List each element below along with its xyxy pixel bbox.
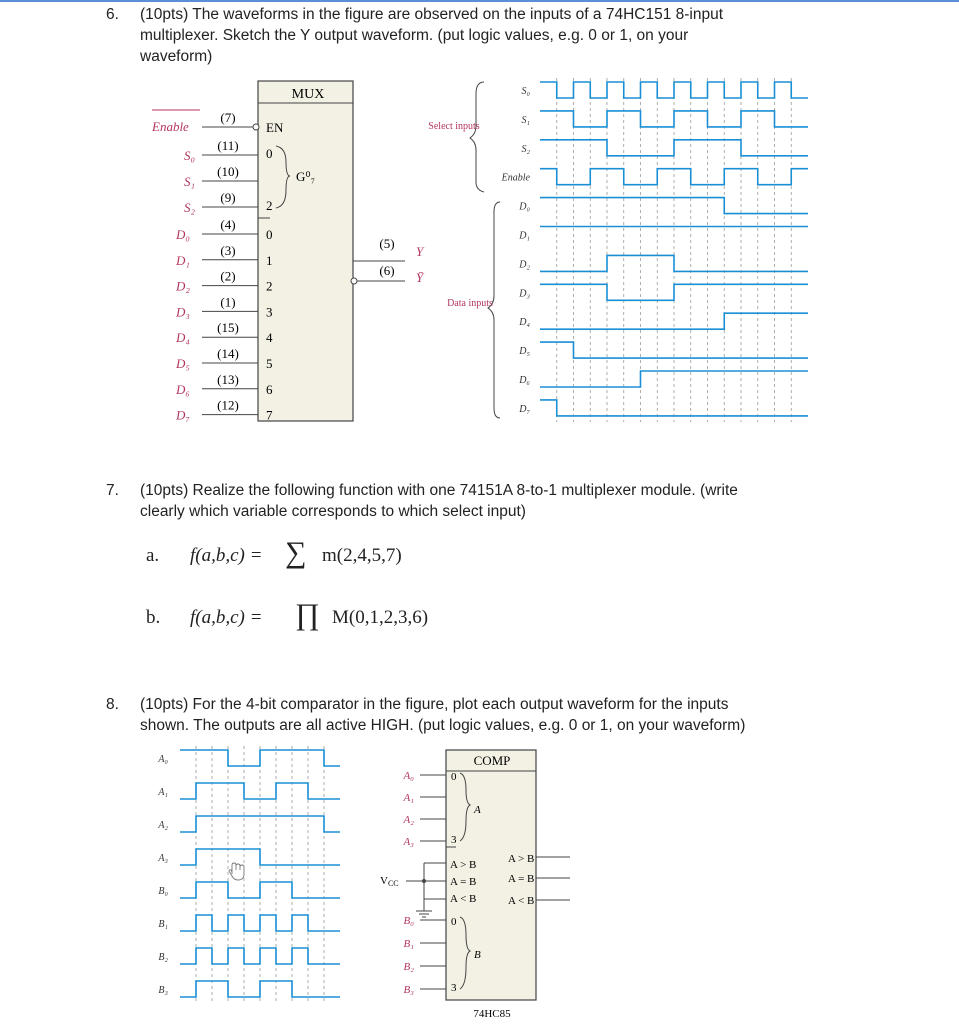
data-pin: (4) bbox=[220, 217, 236, 232]
waveform-label: D₅ bbox=[519, 346, 530, 358]
select-pin: (9) bbox=[220, 190, 236, 205]
top-rule bbox=[0, 0, 959, 2]
data-label: D₇ bbox=[176, 407, 190, 423]
enable-bubble bbox=[253, 124, 259, 130]
waveform-5 bbox=[180, 915, 340, 931]
data-num: 0 bbox=[266, 227, 273, 242]
select-label: S₁ bbox=[184, 174, 196, 189]
hand-cursor-icon bbox=[229, 863, 244, 880]
select-num-0: 0 bbox=[266, 146, 273, 161]
waveform-6 bbox=[540, 255, 808, 271]
data-pin: (3) bbox=[220, 242, 236, 258]
data-pin: (12) bbox=[217, 397, 239, 413]
out-lt: A < B bbox=[508, 895, 535, 907]
y-pin: (5) bbox=[379, 236, 395, 251]
waveform-label: S₂ bbox=[521, 143, 530, 155]
waveform-label: D₀ bbox=[519, 201, 530, 213]
select-pin: (11) bbox=[217, 138, 239, 153]
question-text-line: (10pts) The waveforms in the figure are observed on the inputs of a 74HC151 8-input bbox=[140, 6, 724, 23]
question-text-line: (10pts) Realize the following function with one 74151A 8-to-1 multiplexer module. (write bbox=[140, 482, 738, 499]
data-num: 7 bbox=[266, 407, 273, 423]
comp-title: COMP bbox=[473, 753, 511, 768]
b-input-label: B₂ bbox=[403, 961, 414, 973]
part-b-label: b. bbox=[146, 607, 161, 628]
part-a-label: a. bbox=[146, 545, 160, 566]
mux-timing-diagram bbox=[420, 74, 815, 426]
question-number: 7. bbox=[106, 482, 119, 499]
data-label: D₂ bbox=[176, 278, 190, 294]
a-num-0: 0 bbox=[451, 771, 457, 783]
data-num: 6 bbox=[266, 381, 273, 397]
a-input-label: A₀ bbox=[403, 770, 414, 782]
question-text-line: multiplexer. Sketch the Y output waveform. (put logic values, e.g. 0 or 1, on your bbox=[140, 27, 689, 44]
vcc-label: VCC bbox=[380, 875, 399, 888]
y-label: Y bbox=[416, 244, 424, 259]
part-b-rhs: M(0,1,2,3,6) bbox=[332, 607, 429, 628]
a-input-label: A₁ bbox=[403, 792, 414, 804]
waveform-label: S₀ bbox=[521, 86, 530, 97]
data-num: 3 bbox=[266, 304, 273, 320]
waveform-4 bbox=[180, 882, 340, 898]
ybar-bubble bbox=[351, 278, 357, 284]
enable-pin: (7) bbox=[220, 110, 236, 125]
question-number: 6. bbox=[106, 6, 119, 23]
waveform-0 bbox=[180, 750, 340, 766]
waveform-label: D₂ bbox=[519, 259, 530, 271]
data-label: D₀ bbox=[176, 227, 190, 242]
waveform-7 bbox=[540, 284, 808, 300]
waveform-3 bbox=[180, 849, 340, 865]
waveform-label: A₂ bbox=[158, 820, 168, 831]
data-label: D₃ bbox=[176, 304, 190, 320]
b-input-label: B₀ bbox=[403, 915, 414, 927]
part-b-lhs: f(a,b,c) = bbox=[190, 607, 263, 628]
cascade-lt: A < B bbox=[450, 893, 477, 905]
waveform-label: D₃ bbox=[519, 288, 530, 300]
waveform-2 bbox=[540, 140, 808, 156]
a-num-3: 3 bbox=[451, 834, 457, 846]
data-num: 4 bbox=[266, 330, 273, 346]
data-pin: (13) bbox=[217, 371, 239, 387]
waveform-7 bbox=[180, 981, 340, 997]
data-group-brace bbox=[488, 202, 500, 418]
a-input-label: A₂ bbox=[403, 814, 414, 826]
waveform-label: A₃ bbox=[158, 853, 168, 864]
data-num: 1 bbox=[266, 252, 273, 268]
select-group-brace bbox=[470, 82, 484, 192]
b-num-3: 3 bbox=[451, 982, 457, 994]
junction-dot bbox=[422, 879, 426, 883]
data-label: D₆ bbox=[176, 381, 190, 397]
select-label: S₀ bbox=[184, 148, 196, 163]
en-label: EN bbox=[266, 120, 284, 135]
data-pin: (14) bbox=[217, 346, 239, 361]
part-number: 74HC85 bbox=[473, 1008, 511, 1020]
comparator-timing-diagram bbox=[140, 742, 380, 1007]
waveform-label: A₁ bbox=[158, 787, 168, 798]
select-label: S₂ bbox=[184, 200, 196, 215]
b-group-label: B bbox=[474, 949, 481, 961]
data-label: D₄ bbox=[176, 330, 190, 346]
question-text-line: waveform) bbox=[140, 48, 213, 65]
waveform-6 bbox=[180, 948, 340, 964]
out-eq: A = B bbox=[508, 873, 535, 885]
data-group-label: Data inputs bbox=[447, 298, 493, 309]
b-num-0: 0 bbox=[451, 916, 457, 928]
data-num: 5 bbox=[266, 356, 273, 371]
waveform-label: Enable bbox=[501, 172, 530, 184]
select-num-2: 2 bbox=[266, 198, 273, 213]
g-label: G⁰₇ bbox=[296, 169, 316, 184]
waveform-label: B₁ bbox=[158, 919, 168, 930]
cascade-gt: A > B bbox=[450, 859, 477, 871]
product-symbol: ∏ bbox=[295, 598, 320, 631]
data-label: D₅ bbox=[176, 356, 190, 371]
question-text-line: (10pts) For the 4-bit comparator in the figure, plot each output waveform for the inputs bbox=[140, 696, 729, 713]
waveform-label: D₆ bbox=[519, 375, 530, 386]
data-pin: (15) bbox=[217, 320, 239, 336]
waveform-label: B₀ bbox=[158, 886, 168, 897]
cascade-eq: A = B bbox=[450, 876, 477, 888]
a-input-label: A₃ bbox=[403, 836, 414, 848]
question-text-line: clearly which variable corresponds to which select input) bbox=[140, 503, 526, 520]
data-pin: (1) bbox=[220, 294, 236, 310]
part-a-rhs: m(2,4,5,7) bbox=[322, 545, 402, 566]
a-group-label: A bbox=[474, 804, 481, 816]
b-input-label: B₃ bbox=[403, 984, 414, 996]
sum-symbol: ∑ bbox=[285, 536, 307, 569]
question-number: 8. bbox=[106, 696, 119, 713]
waveform-label: B₃ bbox=[158, 985, 168, 996]
waveform-label: D₄ bbox=[519, 317, 530, 329]
ybar-label: Ȳ bbox=[416, 270, 424, 285]
waveform-label: D₇ bbox=[519, 403, 530, 415]
b-input-label: B₁ bbox=[403, 938, 414, 950]
waveform-label: B₂ bbox=[158, 952, 168, 963]
select-pin: (10) bbox=[217, 164, 239, 179]
waveform-label: S₁ bbox=[521, 114, 530, 126]
data-num: 2 bbox=[266, 278, 273, 294]
data-label: D₁ bbox=[176, 252, 190, 268]
data-pin: (2) bbox=[220, 268, 236, 284]
waveform-label: D₁ bbox=[519, 230, 530, 242]
waveform-0 bbox=[540, 82, 808, 98]
question-text-line: shown. The outputs are all active HIGH. (put logic values, e.g. 0 or 1, on your waveform) bbox=[140, 717, 746, 734]
out-gt: A > B bbox=[508, 853, 535, 865]
ybar-pin: (6) bbox=[379, 263, 395, 278]
waveform-label: A₀ bbox=[158, 754, 168, 765]
waveform-1 bbox=[540, 111, 808, 127]
part-a-lhs: f(a,b,c) = bbox=[190, 545, 263, 566]
mux-title: MUX bbox=[291, 87, 325, 102]
select-group-label: Select inputs bbox=[428, 121, 480, 132]
comparator-diagram bbox=[370, 745, 580, 1023]
enable-label: Enable bbox=[152, 119, 189, 134]
